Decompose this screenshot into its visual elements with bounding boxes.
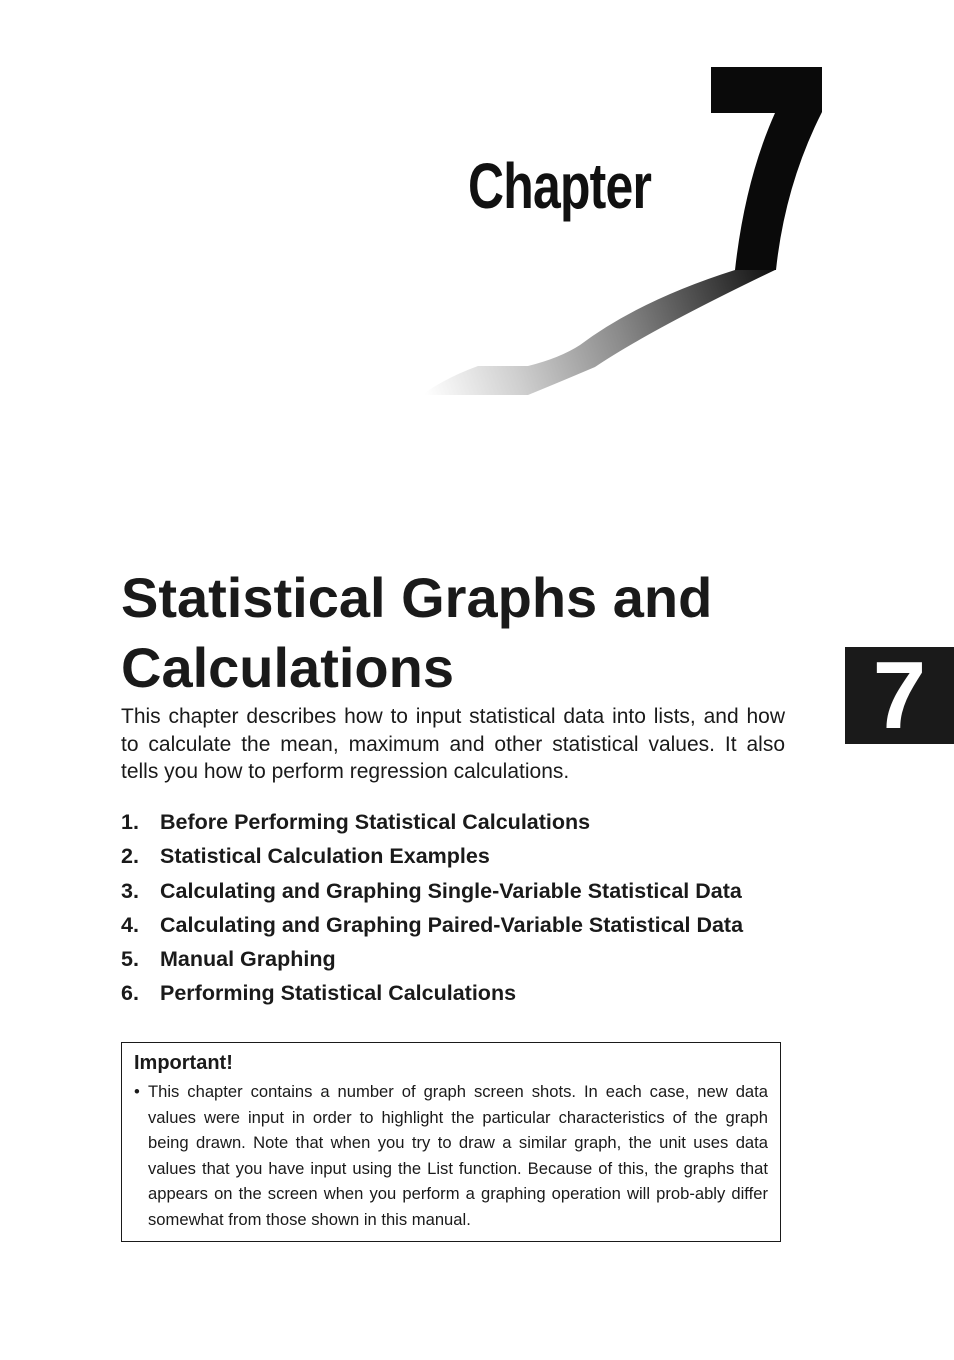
toc-item (121, 978, 801, 1012)
swoosh-shape (422, 270, 775, 395)
toc-item (121, 910, 801, 944)
chapter-title (121, 563, 821, 703)
table-of-contents (121, 807, 801, 1013)
toc-item-label: Manual Graphing (160, 947, 336, 972)
important-body: This chapter contains a number of graph screen shots. In each case, new data values were input in order to highlight the particular characteristics of the graph being drawn. Note that when you try to draw a similar graph, the unit uses data values that you have input using the List function. Because of this, the graphs that appears on the screen when you perform a graphing operation will prob-ably differ somewhat from those shown in this manual. (148, 1082, 768, 1229)
title-line-1: Statistical Graphs and (121, 566, 713, 629)
toc-item (121, 944, 801, 978)
toc-item-number: 2. (121, 844, 139, 869)
toc-item-number: 1. (121, 810, 139, 834)
toc-item-label: Calculating and Graphing Paired-Variable Statistical Data (160, 912, 744, 937)
toc-item (121, 807, 801, 841)
important-text (134, 1079, 768, 1233)
title-line-2: Calculations (121, 636, 454, 699)
toc-item-label: Calculating and Graphing Single-Variable Statistical Data (160, 878, 742, 903)
toc-item-label: Performing Statistical Calculations (160, 981, 517, 1006)
chapter-side-tab (845, 642, 954, 749)
toc-item-label: Before Performing Statistical Calculations (160, 810, 591, 834)
toc-item-number: 5. (121, 947, 139, 972)
important-notice-box (121, 1042, 781, 1242)
toc-item-number: 4. (121, 912, 139, 937)
important-heading: Important! (134, 1052, 233, 1074)
toc-item-label: Statistical Calculation Examples (160, 844, 490, 869)
toc-item (121, 841, 801, 875)
side-tab-number: 7 (872, 642, 927, 749)
toc-item (121, 876, 801, 910)
bullet-marker: • (134, 1082, 140, 1101)
big-seven-digit (711, 67, 822, 270)
intro-paragraph: This chapter describes how to input statistical data into lists, and how to calculate the mean, maximum and other statistical values. It also tells you how to perform regression calculations. (121, 705, 785, 783)
toc-item-number: 3. (121, 878, 139, 903)
chapter-label: Chapter (468, 150, 652, 222)
toc-item-number: 6. (121, 981, 139, 1006)
